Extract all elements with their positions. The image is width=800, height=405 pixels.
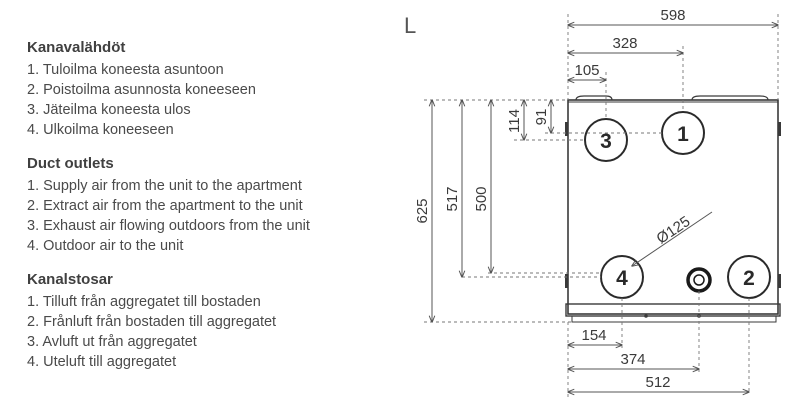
dim-512: 512 <box>645 374 671 391</box>
legend-item: 2. Frånluft från bostaden till aggregatet <box>27 314 277 330</box>
svg-text:2: 2 <box>743 267 755 290</box>
legend-item: 3. Avluft ut från aggregatet <box>27 334 197 350</box>
svg-text:1: 1 <box>677 123 689 146</box>
outlet-3 <box>585 119 627 161</box>
legend-item: 1. Tilluft från aggregatet till bostaden <box>27 294 261 310</box>
legend-title-english: Duct outlets <box>27 155 114 172</box>
dim-625: 625 <box>414 198 431 224</box>
legend-item: 4. Uteluft till aggregatet <box>27 354 177 370</box>
dim-328: 328 <box>612 35 638 52</box>
svg-text:3: 3 <box>600 130 612 153</box>
legend-title-finnish: Kanavalähdöt <box>27 39 126 56</box>
legend-item: 4. Outdoor air to the unit <box>27 238 184 254</box>
dim-91: 91 <box>533 108 550 126</box>
dim-500: 500 <box>473 186 490 212</box>
legend-item: 3. Jäteilma koneesta ulos <box>27 102 191 118</box>
legend-item: 2. Extract air from the apartment to the unit <box>27 198 303 214</box>
dimension-labels <box>414 7 693 391</box>
dim-374: 374 <box>620 351 646 368</box>
variant-label: L <box>404 13 417 38</box>
svg-text:4: 4 <box>616 267 628 290</box>
legend-item: 1. Supply air from the unit to the apartment <box>27 178 302 194</box>
legend-item: 3. Exhaust air flowing outdoors from the unit <box>27 218 310 234</box>
drain-outlet <box>688 269 710 291</box>
legend-title-swedish: Kanalstosar <box>27 271 113 288</box>
outlet-1 <box>662 112 704 154</box>
dim-diameter: Ø125 <box>653 212 694 248</box>
outlet-2 <box>728 256 770 298</box>
dim-517: 517 <box>444 186 461 212</box>
dim-154: 154 <box>581 327 607 344</box>
legend-item: 4. Ulkoilma koneeseen <box>27 122 174 138</box>
dim-598: 598 <box>660 7 686 24</box>
dim-105: 105 <box>574 62 600 79</box>
dim-114: 114 <box>506 109 523 133</box>
legend-item: 1. Tuloilma koneesta asuntoon <box>27 62 224 78</box>
legend-item: 2. Poistoilma asunnosta koneeseen <box>27 82 256 98</box>
